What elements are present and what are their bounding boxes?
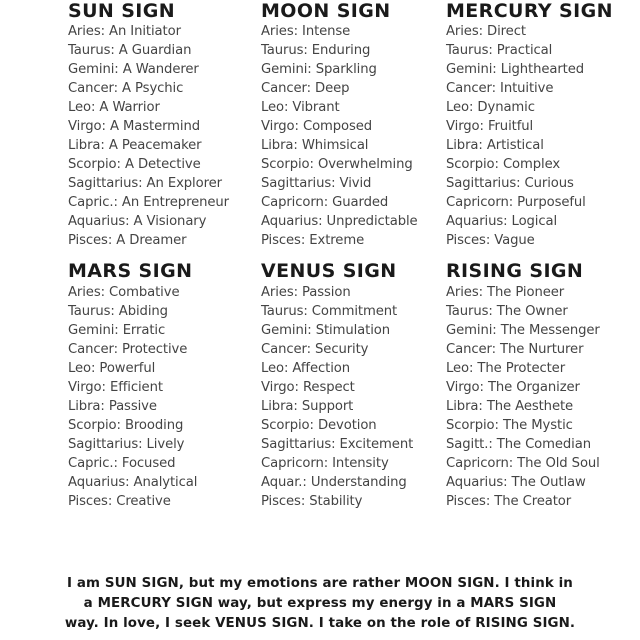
caption-line: way. In love, I seek VENUS SIGN. I take on the role of RISING SIGN.: [64, 616, 576, 631]
rising-sign-heading: RISING SIGN: [446, 260, 584, 282]
venus-sign-column: [261, 259, 451, 511]
mars-sign-column: [68, 259, 258, 511]
list-item: Capricorn: Intensity: [261, 456, 389, 471]
list-item: Capricorn: Purposeful: [446, 195, 586, 210]
list-item: Cancer: The Nurturer: [446, 342, 584, 357]
list-item: Leo: Powerful: [68, 361, 156, 376]
list-item: Gemini: Erratic: [68, 323, 166, 338]
sun-sign-column: [68, 0, 258, 250]
rising-sign-list: [446, 283, 636, 511]
list-item: Gemini: Sparkling: [261, 62, 377, 77]
list-item: Aries: Combative: [68, 285, 180, 300]
list-item: Gemini: The Messenger: [446, 323, 600, 338]
list-item: Libra: Support: [261, 399, 354, 414]
list-item: Capric.: An Entrepreneur: [68, 195, 229, 210]
list-item: Cancer: A Psychic: [68, 81, 184, 96]
list-item: Cancer: Protective: [68, 342, 188, 357]
list-item: Gemini: Stimulation: [261, 323, 391, 338]
list-item: Pisces: Vague: [446, 233, 535, 248]
caption-text: [0, 574, 640, 634]
list-item: Aries: Intense: [261, 24, 351, 39]
sun-sign-heading: SUN SIGN: [68, 0, 176, 22]
list-item: Leo: A Warrior: [68, 100, 160, 115]
list-item: Scorpio: A Detective: [68, 157, 201, 172]
list-item: Aquarius: The Outlaw: [446, 475, 586, 490]
list-item: Aries: An Initiator: [68, 24, 181, 39]
list-item: Aquar.: Understanding: [261, 475, 407, 490]
list-item: Taurus: Commitment: [261, 304, 398, 319]
list-item: Leo: Vibrant: [261, 100, 340, 115]
list-item: Cancer: Security: [261, 342, 369, 357]
list-item: Aquarius: A Visionary: [68, 214, 207, 229]
venus-sign-heading: VENUS SIGN: [261, 260, 397, 282]
list-item: Virgo: Fruitful: [446, 119, 534, 134]
list-item: Scorpio: Complex: [446, 157, 561, 172]
sun-sign-list: [68, 22, 258, 250]
list-item: Sagittarius: Vivid: [261, 176, 372, 191]
moon-sign-column: [261, 0, 451, 250]
list-item: Virgo: Respect: [261, 380, 355, 395]
list-item: Scorpio: Overwhelming: [261, 157, 413, 172]
list-item: Aquarius: Unpredictable: [261, 214, 418, 229]
mars-sign-list: [68, 283, 258, 511]
mars-sign-heading: MARS SIGN: [68, 260, 193, 282]
venus-sign-list: [261, 283, 451, 511]
list-item: Capric.: Focused: [68, 456, 176, 471]
list-item: Pisces: A Dreamer: [68, 233, 187, 248]
list-item: Aquarius: Logical: [446, 214, 558, 229]
list-item: Sagittarius: An Explorer: [68, 176, 222, 191]
list-item: Libra: A Peacemaker: [68, 138, 202, 153]
rising-sign-column: [446, 259, 636, 511]
list-item: Taurus: Practical: [446, 43, 553, 58]
list-item: Leo: The Protecter: [446, 361, 566, 376]
list-item: Aquarius: Analytical: [68, 475, 198, 490]
list-item: Capricorn: The Old Soul: [446, 456, 600, 471]
caption-line: a MERCURY SIGN way, but express my energy in a MARS SIGN: [83, 596, 557, 611]
list-item: Cancer: Intuitive: [446, 81, 554, 96]
moon-sign-list: [261, 22, 451, 250]
list-item: Scorpio: The Mystic: [446, 418, 573, 433]
list-item: Virgo: A Mastermind: [68, 119, 201, 134]
list-item: Aries: Passion: [261, 285, 351, 300]
list-item: Cancer: Deep: [261, 81, 350, 96]
list-item: Sagittarius: Excitement: [261, 437, 414, 452]
mercury-sign-heading: MERCURY SIGN: [446, 0, 613, 22]
list-item: Aries: Direct: [446, 24, 526, 39]
mercury-sign-column: [446, 0, 636, 250]
list-item: Libra: The Aesthete: [446, 399, 574, 414]
list-item: Aries: The Pioneer: [446, 285, 565, 300]
list-item: Taurus: A Guardian: [68, 43, 192, 58]
list-item: Libra: Whimsical: [261, 138, 369, 153]
list-item: Sagitt.: The Comedian: [446, 437, 591, 452]
list-item: Scorpio: Brooding: [68, 418, 184, 433]
list-item: Leo: Affection: [261, 361, 350, 376]
list-item: Pisces: Extreme: [261, 233, 365, 248]
list-item: Virgo: The Organizer: [446, 380, 580, 395]
list-item: Leo: Dynamic: [446, 100, 535, 115]
list-item: Capricorn: Guarded: [261, 195, 389, 210]
list-item: Sagittarius: Lively: [68, 437, 185, 452]
list-item: Scorpio: Devotion: [261, 418, 377, 433]
list-item: Pisces: Creative: [68, 494, 171, 509]
list-item: Gemini: A Wanderer: [68, 62, 199, 77]
list-item: Libra: Passive: [68, 399, 157, 414]
list-item: Libra: Artistical: [446, 138, 544, 153]
mercury-sign-list: [446, 22, 636, 250]
list-item: Taurus: Enduring: [261, 43, 371, 58]
list-item: Pisces: The Creator: [446, 494, 572, 509]
list-item: Taurus: Abiding: [68, 304, 168, 319]
list-item: Gemini: Lighthearted: [446, 62, 585, 77]
list-item: Virgo: Composed: [261, 119, 373, 134]
caption-line: I am SUN SIGN, but my emotions are rather MOON SIGN. I think in: [67, 576, 573, 591]
list-item: Sagittarius: Curious: [446, 176, 574, 191]
moon-sign-heading: MOON SIGN: [261, 0, 391, 22]
list-item: Taurus: The Owner: [446, 304, 568, 319]
list-item: Virgo: Efficient: [68, 380, 163, 395]
list-item: Pisces: Stability: [261, 494, 363, 509]
